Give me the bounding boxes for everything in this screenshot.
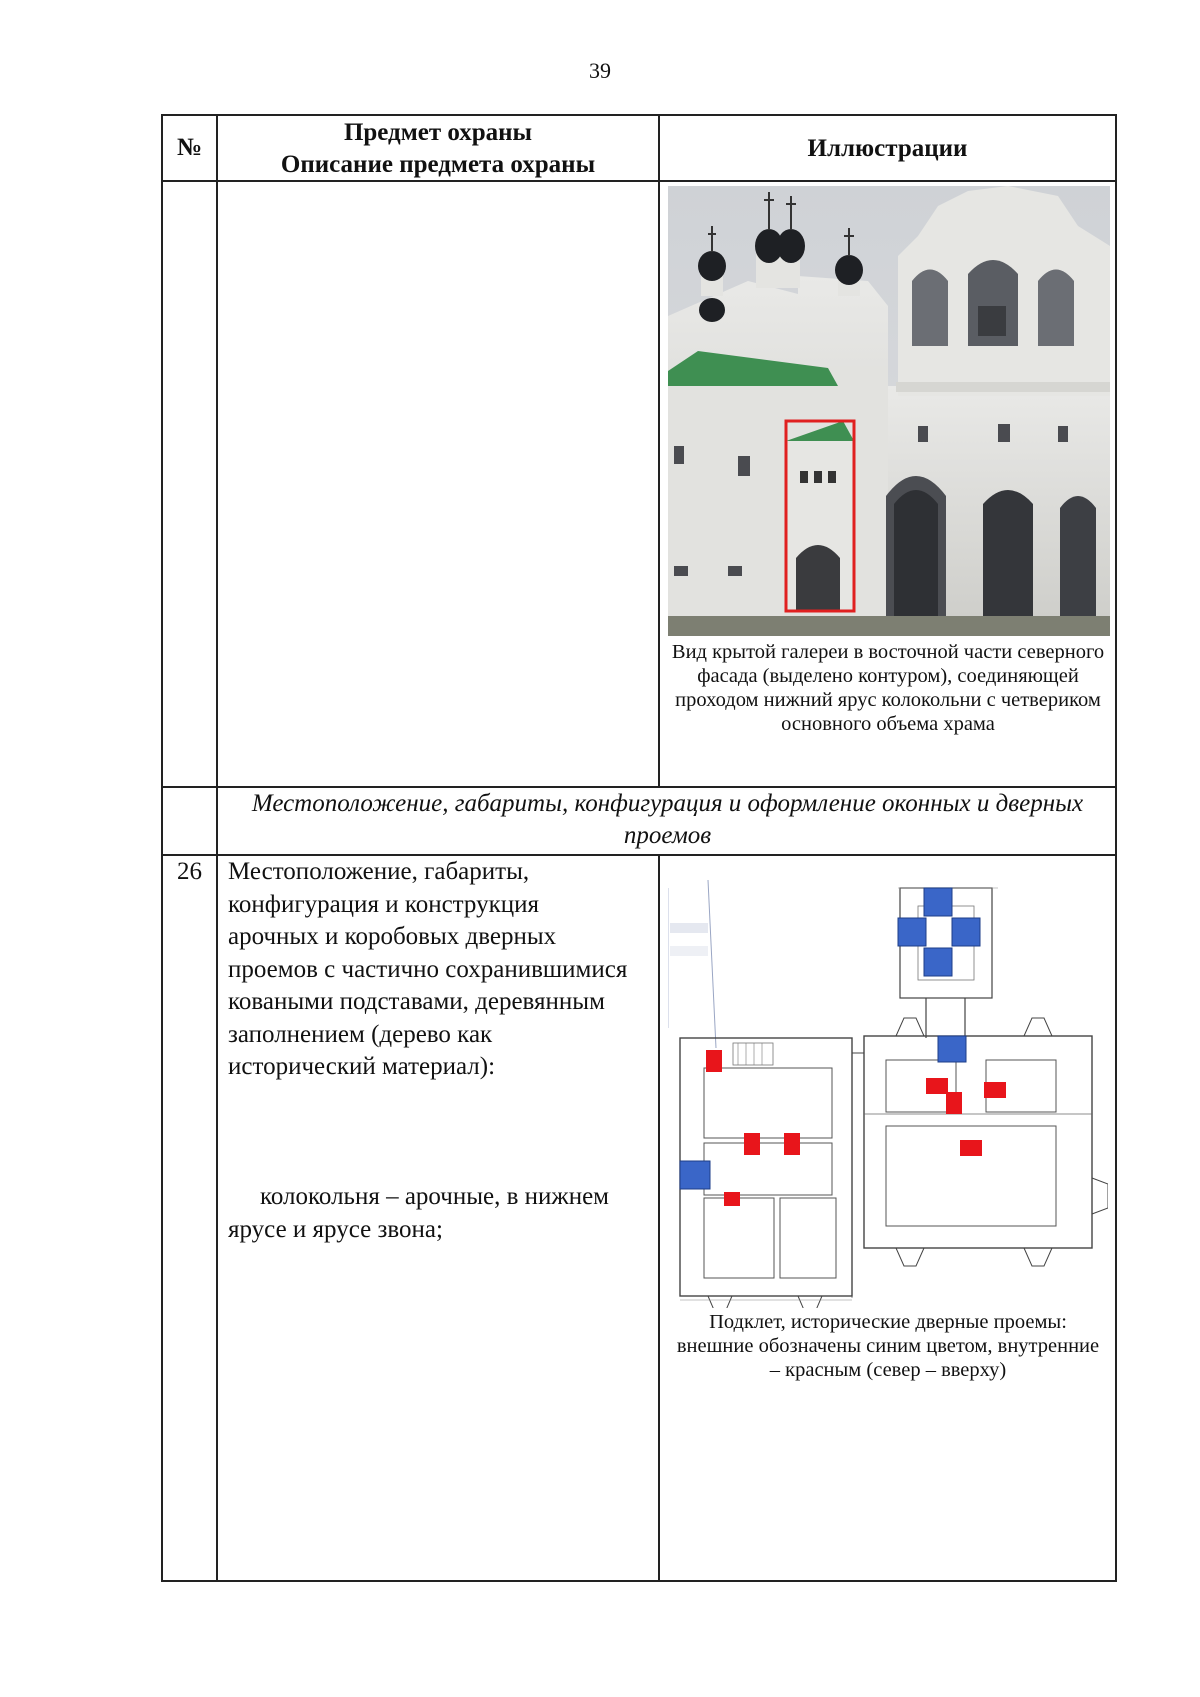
section-title: Местоположение, габариты, конфигурация и оформление оконных и дверных проемов [251, 790, 1084, 849]
church-gallery-photo [668, 186, 1110, 636]
page-number: 39 [589, 58, 611, 83]
table-border-bottom [161, 1580, 1117, 1582]
table-border-right [1115, 114, 1117, 1582]
header-subject-line1: Предмет охраны [343, 119, 533, 146]
row-26-number: 26 [177, 858, 202, 885]
table-col-divider-2a [658, 114, 660, 787]
row-26-detail: колокольня – арочные, в нижнем ярусе и ярусе звона; [228, 1183, 609, 1243]
table-border-top [161, 114, 1117, 116]
row-26-description: Местоположение, габариты, конфигурация и конструкция арочных и коробовых дверных проемов с частично сохранившимися коваными подставами, деревянным заполнением (дерево как исторический материал): [228, 858, 628, 1080]
header-subject-line2: Описание предмета охраны [280, 151, 596, 178]
header-subject [218, 117, 658, 181]
plan-caption: Подклет, исторические дверные проемы: внешние обозначены синим цветом, внутренние – красным (север – вверху) [676, 1311, 1100, 1381]
floor-plan-diagram [668, 878, 1108, 1308]
header-illustrations: Иллюстрации [807, 135, 968, 162]
table-col-divider-2b [658, 854, 660, 1582]
table-col-divider-1 [216, 114, 218, 1582]
photo-caption: Вид крытой галереи в восточной части северного фасада (выделено контуром), соединяющей проходом нижний ярус колокольни с четвериком основного объема храма [671, 641, 1105, 735]
header-number: № [176, 134, 203, 161]
table-border-left [161, 114, 163, 1582]
